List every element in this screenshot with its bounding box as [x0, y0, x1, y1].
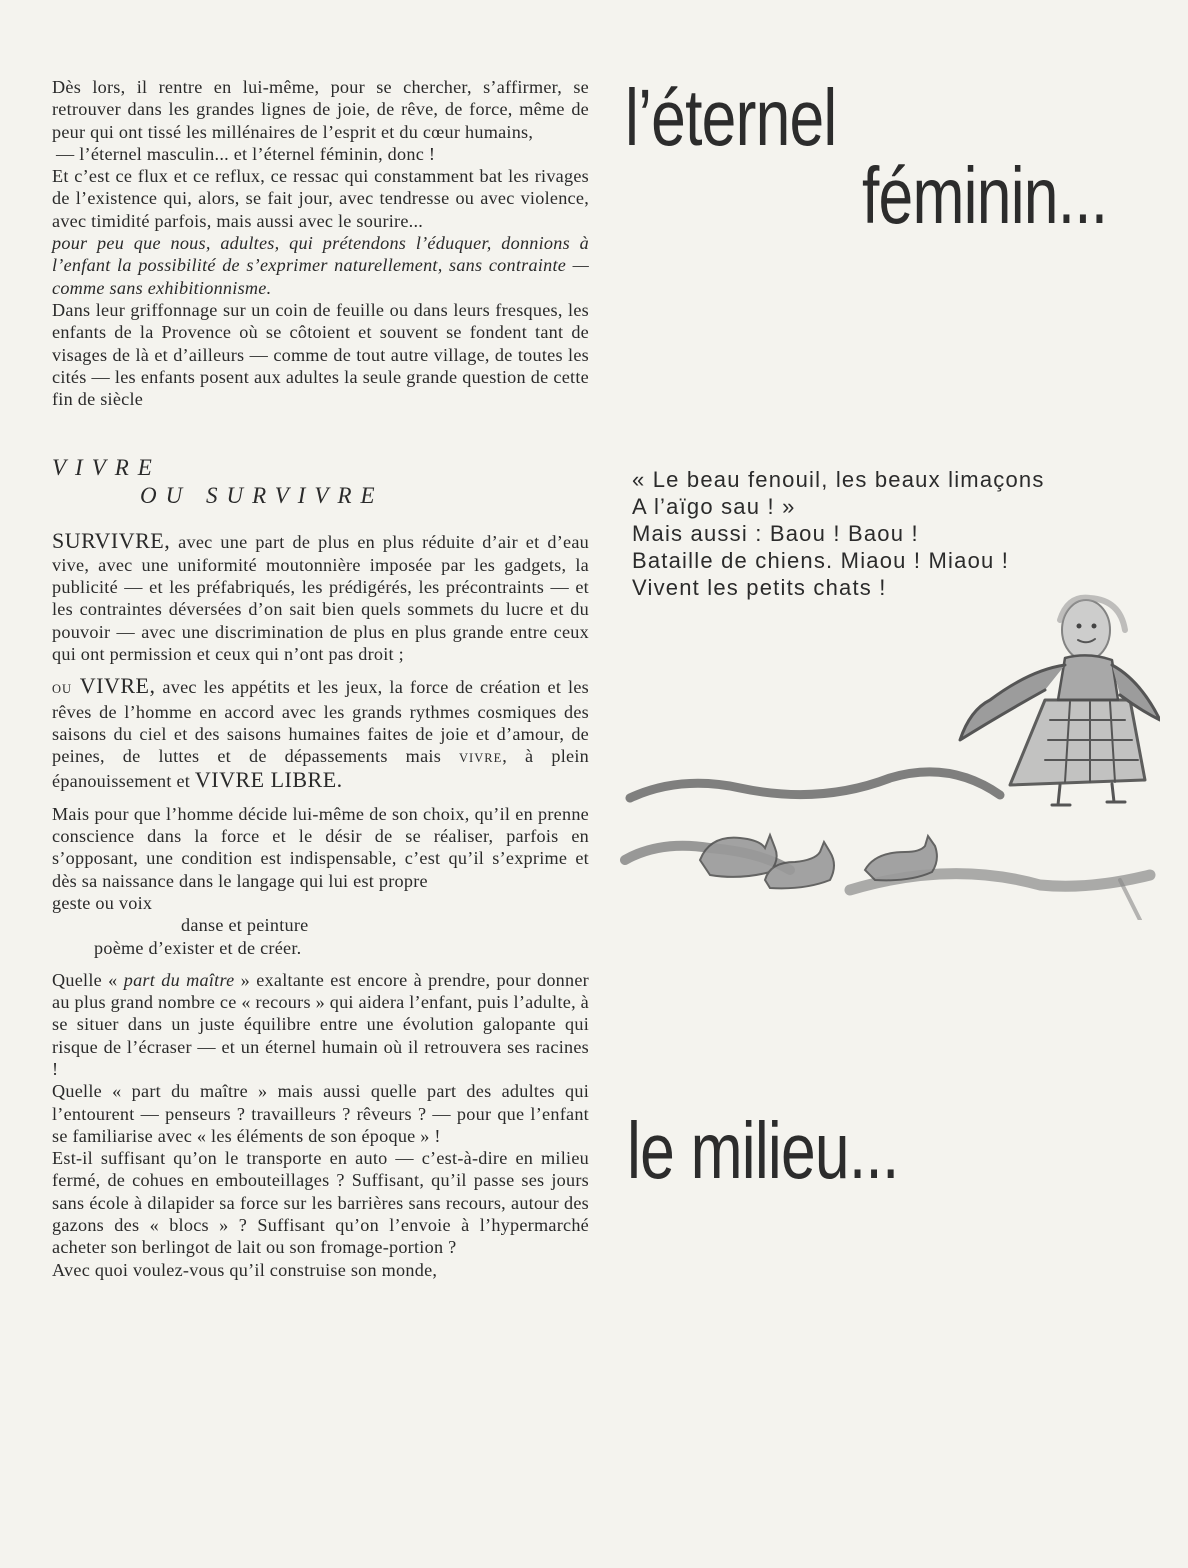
heading-line-1: VIVRE [52, 455, 161, 481]
keyword-survivre: SURVIVRE, [52, 528, 171, 554]
keyword-ou: OU [52, 682, 73, 697]
paragraph [52, 969, 589, 1080]
paragraph-vivre [52, 675, 589, 792]
italic-phrase: part du maître [123, 969, 235, 990]
paragraph: Quelle « part du maître » mais aussi quelle part des adultes qui l’entourent — penseurs ? travailleurs ? rêveurs ? — pour que l’enfant se familiarise avec « les éléments de son époque » ! [52, 1081, 589, 1146]
provencal-quote [632, 466, 1045, 601]
title-eternel: l’éternel [625, 73, 837, 162]
section-heading [52, 454, 589, 510]
paragraph-text: , à plein épanouissement et [52, 746, 589, 792]
child-drawing-icon [620, 590, 1160, 920]
paragraph-text: avec une part de plus en plus réduite d’air et d’eau vive, avec une uniformité moutonnière imposée par les gadgets, la publicité — et les préfabriqués, les prédigérés, les précontraints — et les contraintes déversées d’on sait bien quels sommets du lucre et du pouvoir — avec une discrimination de plus en plus grande entre ceux qui ont permission et ceux qui n’ont pas droit ; [52, 532, 589, 664]
paragraph-text: Quelle « [52, 969, 124, 990]
title-feminin: féminin... [862, 151, 1108, 240]
body-text-column [52, 76, 589, 1281]
paragraph: Dès lors, il rentre en lui-même, pour se chercher, s’affirmer, se retrouver dans les grandes lignes de joie, de rêve, de force, même de peur qui ont tissé les millénaires de l’esprit et du cœur humains, [52, 77, 589, 142]
quote-line: « Le beau fenouil, les beaux limaçons [632, 467, 1045, 492]
title-milieu: le milieu... [627, 1106, 899, 1195]
verse-lines [52, 892, 589, 959]
keyword-vivre: VIVRE, [72, 673, 156, 699]
heading-line-2: OU SURVIVRE [140, 483, 384, 509]
paragraph [52, 143, 589, 165]
paragraph: Et c’est ce flux et ce reflux, ce ressac qui constamment bat les rivages de l’existence qui, alors, se fait jour, avec tendresse ou avec violence, avec timidité parfois, mais aussi avec le sourire... [52, 166, 589, 231]
verse-line: danse et peinture [181, 915, 309, 936]
paragraph-text: » exaltante est encore à prendre, pour donner au plus grand nombre ce « recours » qui aidera l’enfant, puis l’adulte, à se situer dans un juste équilibre entre une évolution galopante qui risque de l’écraser — et un éternel humain où il retrouvera ses racines ! [52, 969, 589, 1079]
paragraph-line: — l’éternel masculin... et l’éternel féminin, donc ! [56, 143, 436, 164]
paragraph: Mais pour que l’homme décide lui-même de son choix, qu’il en prenne conscience dans la force et le désir de se réaliser, parfois en s’opposant, une condition est indispensable, c’est qu’il s’exprime et dès sa naissance dans le langage qui lui est propre [52, 803, 589, 891]
italic-paragraph: pour peu que nous, adultes, qui prétendons l’éduquer, donnions à l’enfant la possibilité de s’exprimer naturellement, sans contrainte — comme sans exhibitionnisme. [52, 233, 589, 298]
quote-line: A l’aïgo sau ! » [632, 494, 796, 519]
quote-line: Mais aussi : Baou ! Baou ! [632, 521, 919, 546]
paragraph: Avec quoi voulez-vous qu’il construise son monde, [52, 1259, 438, 1280]
quote-line: Vivent les petits chats ! [632, 575, 887, 600]
keyword-vivre-small: VIVRE [459, 751, 503, 766]
verse-line: geste ou voix [52, 892, 153, 913]
quote-line: Bataille de chiens. Miaou ! Miaou ! [632, 548, 1010, 573]
paragraph-survivre [52, 530, 589, 665]
verse-line: poème d’exister et de créer. [94, 937, 302, 958]
paragraph: Dans leur griffonnage sur un coin de feuille ou dans leurs fresques, les enfants de la Provence où se côtoient et souvent se fondent tant de visages de là et d’ailleurs — comme de tout autre village, de toutes les cités — les enfants posent aux adultes la seule grande question de cette fin de siècle [52, 299, 589, 410]
paragraph: Est-il suffisant qu’on le transporte en auto — c’est-à-dire en milieu fermé, de cohues en embouteillages ? Suffisant, qu’il passe ses jours sans école à dilapider sa force sur les barrières sans recours, autour des gazons des « blocs » ? Suffisant qu’on l’envoie à l’hypermarché acheter son berlingot de lait ou son fromage-portion ? [52, 1148, 589, 1258]
keyword-vivre-libre: VIVRE LIBRE. [194, 767, 343, 793]
paragraph-text: avec les appétits et les jeux, la force de création et les rêves de l’homme en accord avec les grands rythmes cosmiques des saisons du ciel et des saisons humaines faites de joie et d’amour, de peines, de luttes et de dépassements mais [52, 677, 589, 767]
